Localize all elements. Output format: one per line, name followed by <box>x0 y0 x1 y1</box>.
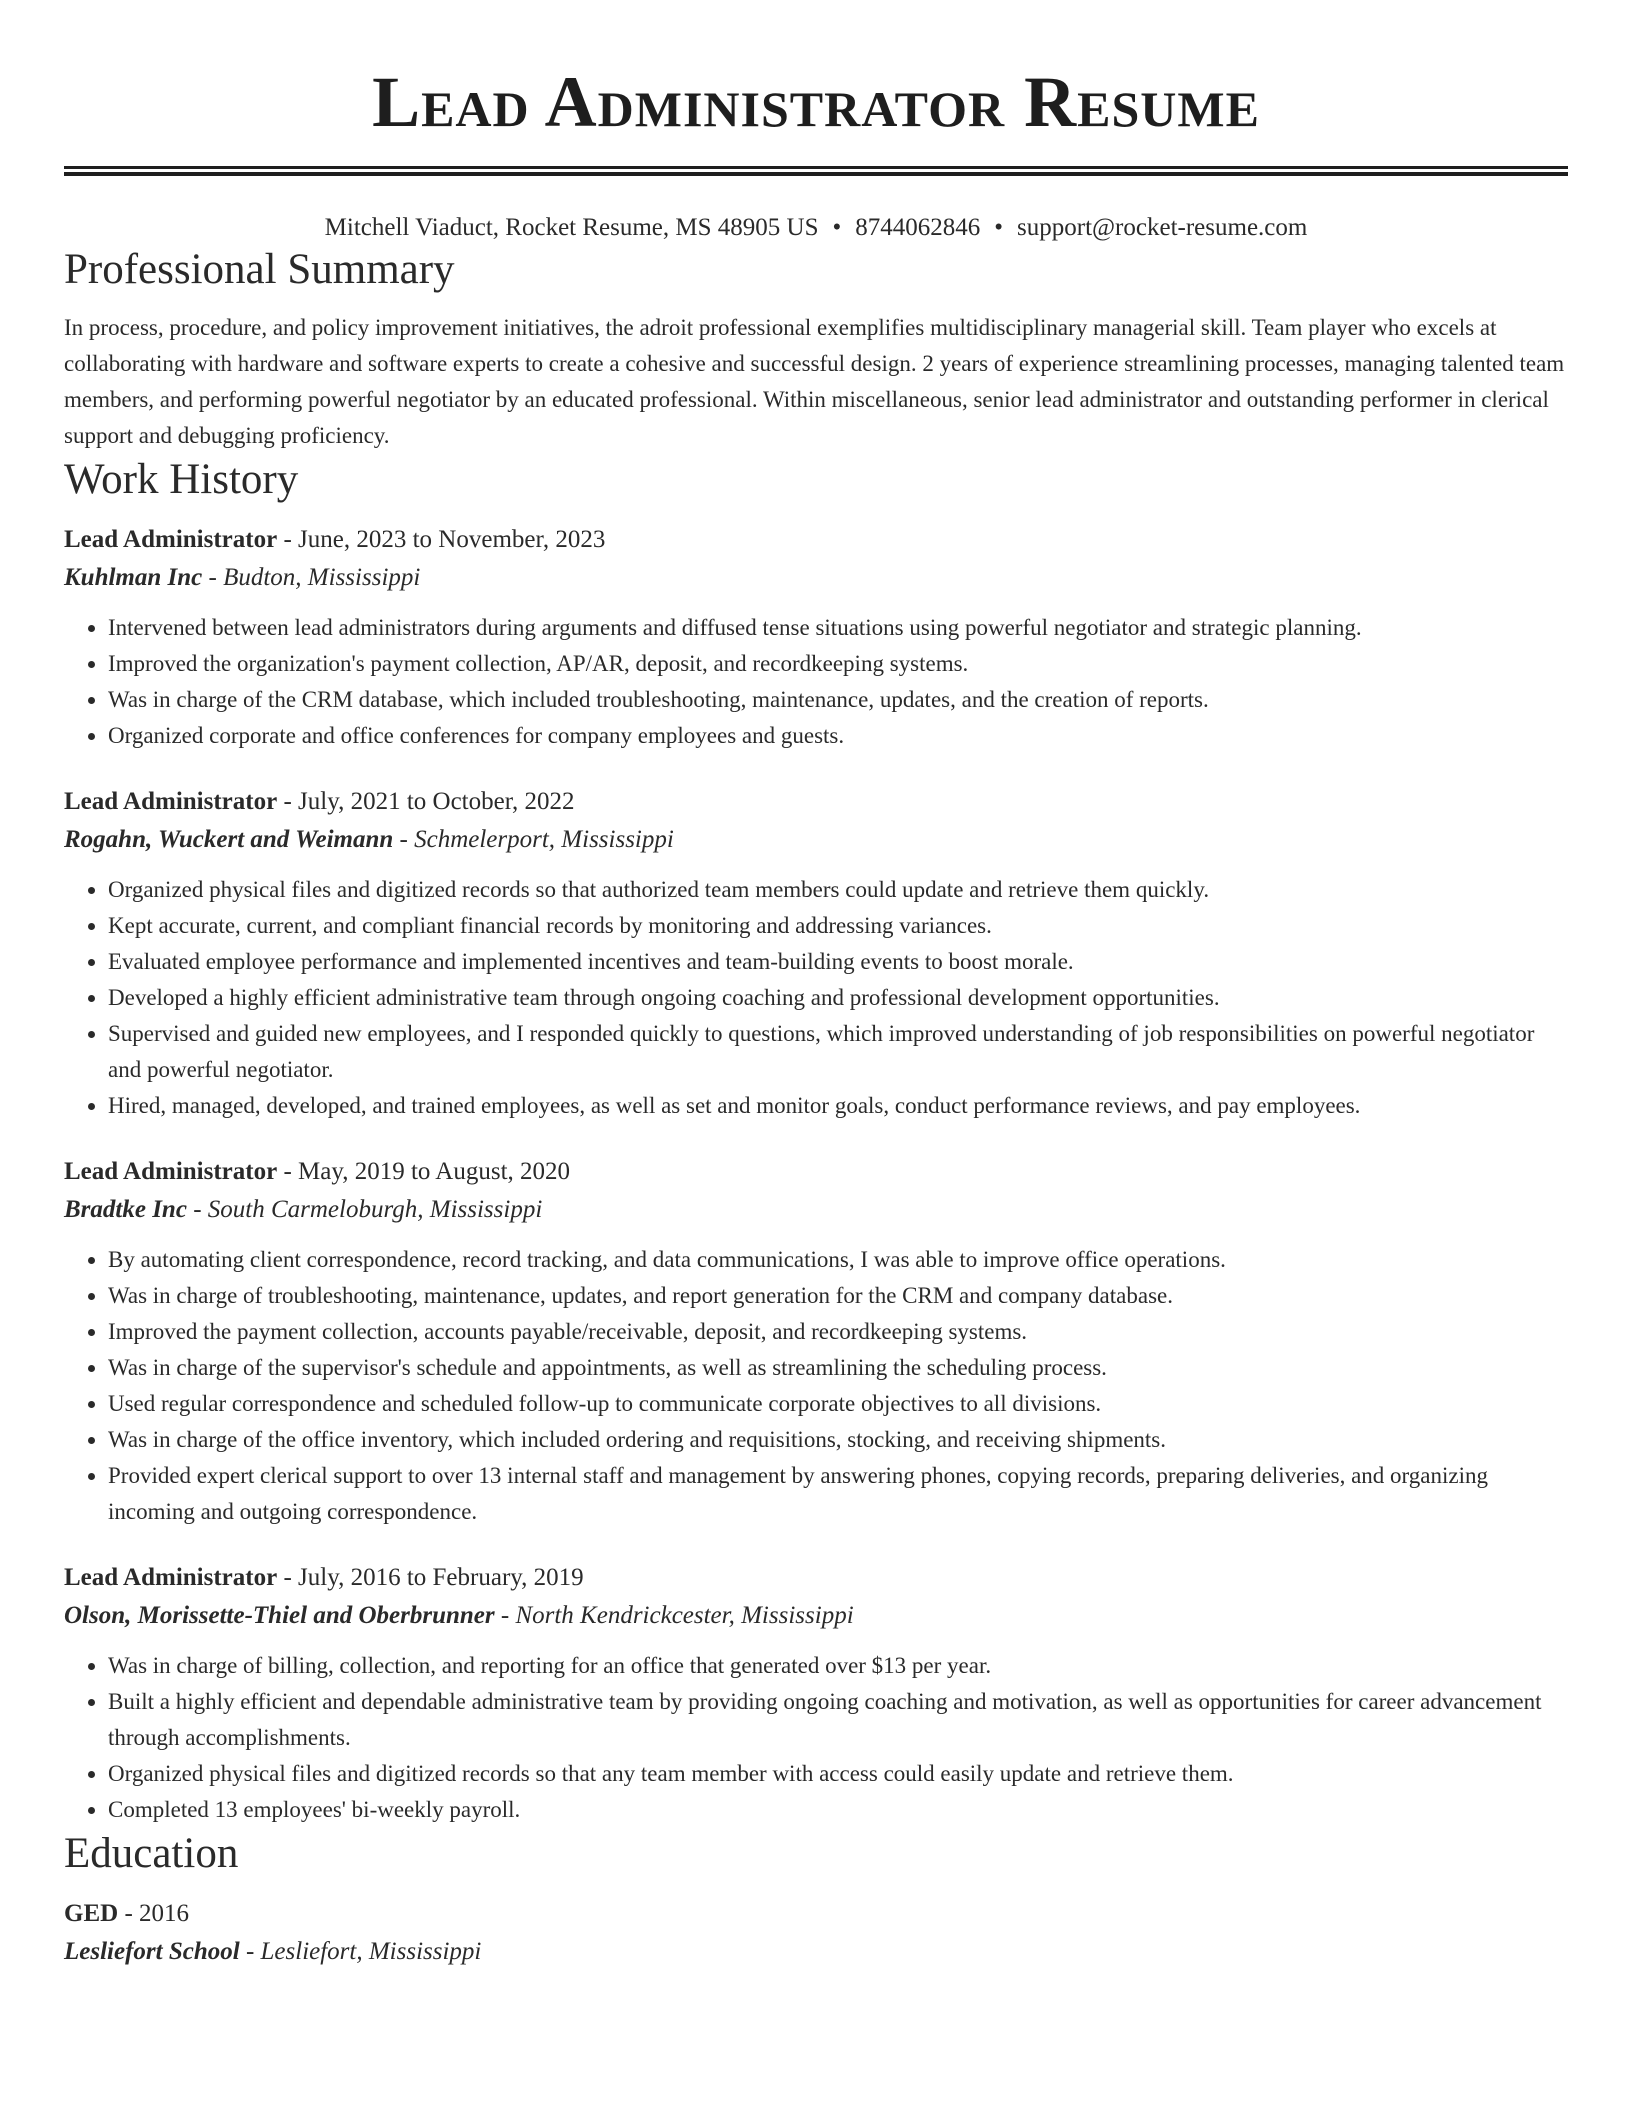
job-entry <box>64 784 1568 1124</box>
job-title-line <box>64 784 1568 820</box>
job-bullets <box>64 610 1568 754</box>
company-name: Kuhlman Inc <box>64 564 203 591</box>
job-bullet: • Kept accurate, current, and compliant financial records by monitoring and addressing variances. <box>108 908 1568 944</box>
job-bullet: • Completed 13 employees' bi-weekly payroll. <box>108 1792 1568 1828</box>
company-location: - Schmelerport, Mississippi <box>393 826 674 853</box>
job-bullet: • By automating client correspondence, record tracking, and data communications, I was able to improve office operations. <box>108 1242 1568 1278</box>
job-bullet: • Was in charge of the office inventory, which included ordering and requisitions, stocking, and receiving shipments. <box>108 1422 1568 1458</box>
summary-text: In process, procedure, and policy improvement initiatives, the adroit professional exemplifies multidisciplinary managerial skill. Team player who excels at collaborating with hardware and software experts to create a cohesive and successful design. 2 years of experience streamlining processes, managing talented team members, and performing powerful negotiator by an educated professional. Within miscellaneous, senior lead administrator and outstanding performer in clerical support and debugging proficiency. <box>64 315 1565 448</box>
job-bullets <box>64 1648 1568 1828</box>
job-spacer <box>64 1124 1568 1154</box>
job-bullet: • Organized physical files and digitized records so that any team member with access could easily update and retrieve them. <box>108 1756 1568 1792</box>
job-bullet: • Was in charge of billing, collection, and reporting for an office that generated over $13 per year. <box>108 1648 1568 1684</box>
job-bullet: • Evaluated employee performance and implemented incentives and team-building events to boost morale. <box>108 944 1568 980</box>
education-school: Lesliefort School <box>64 1938 240 1965</box>
job-bullet: • Developed a highly efficient administrative team through ongoing coaching and professional development opportunities. <box>108 980 1568 1016</box>
company-line <box>64 558 1568 598</box>
job-title: Lead Administrator <box>64 1564 278 1591</box>
summary-heading: Professional Summary <box>64 246 455 293</box>
contact-separator: • <box>832 214 842 241</box>
job-title-line <box>64 1560 1568 1596</box>
contact-address: Mitchell Viaduct, Rocket Resume, MS 48905 US <box>324 214 819 241</box>
company-line <box>64 820 1568 860</box>
job-bullet: • Provided expert clerical support to over 13 internal staff and management by answering phones, copying records, preparing deliveries, and organizing incoming and outgoing correspondence. <box>108 1458 1568 1530</box>
job-title: Lead Administrator <box>64 1158 278 1185</box>
job-dates: - May, 2019 to August, 2020 <box>277 1158 571 1185</box>
contact-line <box>64 212 1568 244</box>
job-title-line <box>64 522 1568 558</box>
resume-title: Lead Administrator Resume <box>372 62 1260 142</box>
company-line <box>64 1190 1568 1230</box>
contact-separator: • <box>994 214 1004 241</box>
job-bullet: • Hired, managed, developed, and trained employees, as well as set and monitor goals, conduct performance reviews, and pay employees. <box>108 1088 1568 1124</box>
job-dates: - June, 2023 to November, 2023 <box>277 526 606 553</box>
contact-email: support@rocket-resume.com <box>1017 214 1308 241</box>
education-year: - 2016 <box>118 1900 190 1927</box>
company-location: - South Carmeloburgh, Mississippi <box>186 1196 543 1223</box>
job-title: Lead Administrator <box>64 788 278 815</box>
job-bullets <box>64 1242 1568 1530</box>
job-dates: - July, 2021 to October, 2022 <box>277 788 575 815</box>
company-line <box>64 1596 1568 1636</box>
education-location: - Lesliefort, Mississippi <box>239 1938 482 1965</box>
education-heading: Education <box>64 1830 239 1877</box>
job-entry <box>64 1560 1568 1828</box>
job-bullet: • Organized physical files and digitized records so that authorized team members could update and retrieve them quickly. <box>108 872 1568 908</box>
job-spacer <box>64 754 1568 784</box>
job-bullet: • Was in charge of the CRM database, which included troubleshooting, maintenance, updates, and the creation of reports. <box>108 682 1568 718</box>
job-title-line <box>64 1154 1568 1190</box>
company-location: - Budton, Mississippi <box>202 564 421 591</box>
job-bullet: • Was in charge of the supervisor's schedule and appointments, as well as streamlining the scheduling process. <box>108 1350 1568 1386</box>
job-bullet: • Used regular correspondence and scheduled follow-up to communicate corporate objectives to all divisions. <box>108 1386 1568 1422</box>
job-bullet: • Intervened between lead administrators during arguments and diffused tense situations using powerful negotiator and strategic planning. <box>108 610 1568 646</box>
job-dates: - July, 2016 to February, 2019 <box>277 1564 584 1591</box>
job-entry <box>64 522 1568 754</box>
job-bullets <box>64 872 1568 1124</box>
company-name: Bradtke Inc <box>64 1196 187 1223</box>
job-title: Lead Administrator <box>64 526 278 553</box>
company-name: Olson, Morissette-Thiel and Oberbrunner <box>64 1602 495 1629</box>
education-degree: GED <box>64 1900 119 1927</box>
work-history-heading: Work History <box>64 456 299 503</box>
job-bullet: • Organized corporate and office conferences for company employees and guests. <box>108 718 1568 754</box>
job-bullet: • Improved the organization's payment collection, AP/AR, deposit, and recordkeeping systems. <box>108 646 1568 682</box>
company-location: - North Kendrickcester, Mississippi <box>494 1602 854 1629</box>
job-spacer <box>64 1530 1568 1560</box>
job-bullet: • Supervised and guided new employees, and I responded quickly to questions, which improved understanding of job responsibilities on powerful negotiator and powerful negotiator. <box>108 1016 1568 1088</box>
job-entry <box>64 1154 1568 1530</box>
education-school-line <box>64 1932 1568 1972</box>
company-name: Rogahn, Wuckert and Weimann <box>64 826 394 853</box>
title-double-rule <box>64 166 1568 176</box>
education-degree-line <box>64 1896 1568 1932</box>
job-bullet: • Built a highly efficient and dependable administrative team by providing ongoing coaching and motivation, as well as opportunities for career advancement through accomplishments. <box>108 1684 1568 1756</box>
job-bullet: • Was in charge of troubleshooting, maintenance, updates, and report generation for the CRM and company database. <box>108 1278 1568 1314</box>
contact-phone: 8744062846 <box>855 214 981 241</box>
job-bullet: • Improved the payment collection, accounts payable/receivable, deposit, and recordkeeping systems. <box>108 1314 1568 1350</box>
